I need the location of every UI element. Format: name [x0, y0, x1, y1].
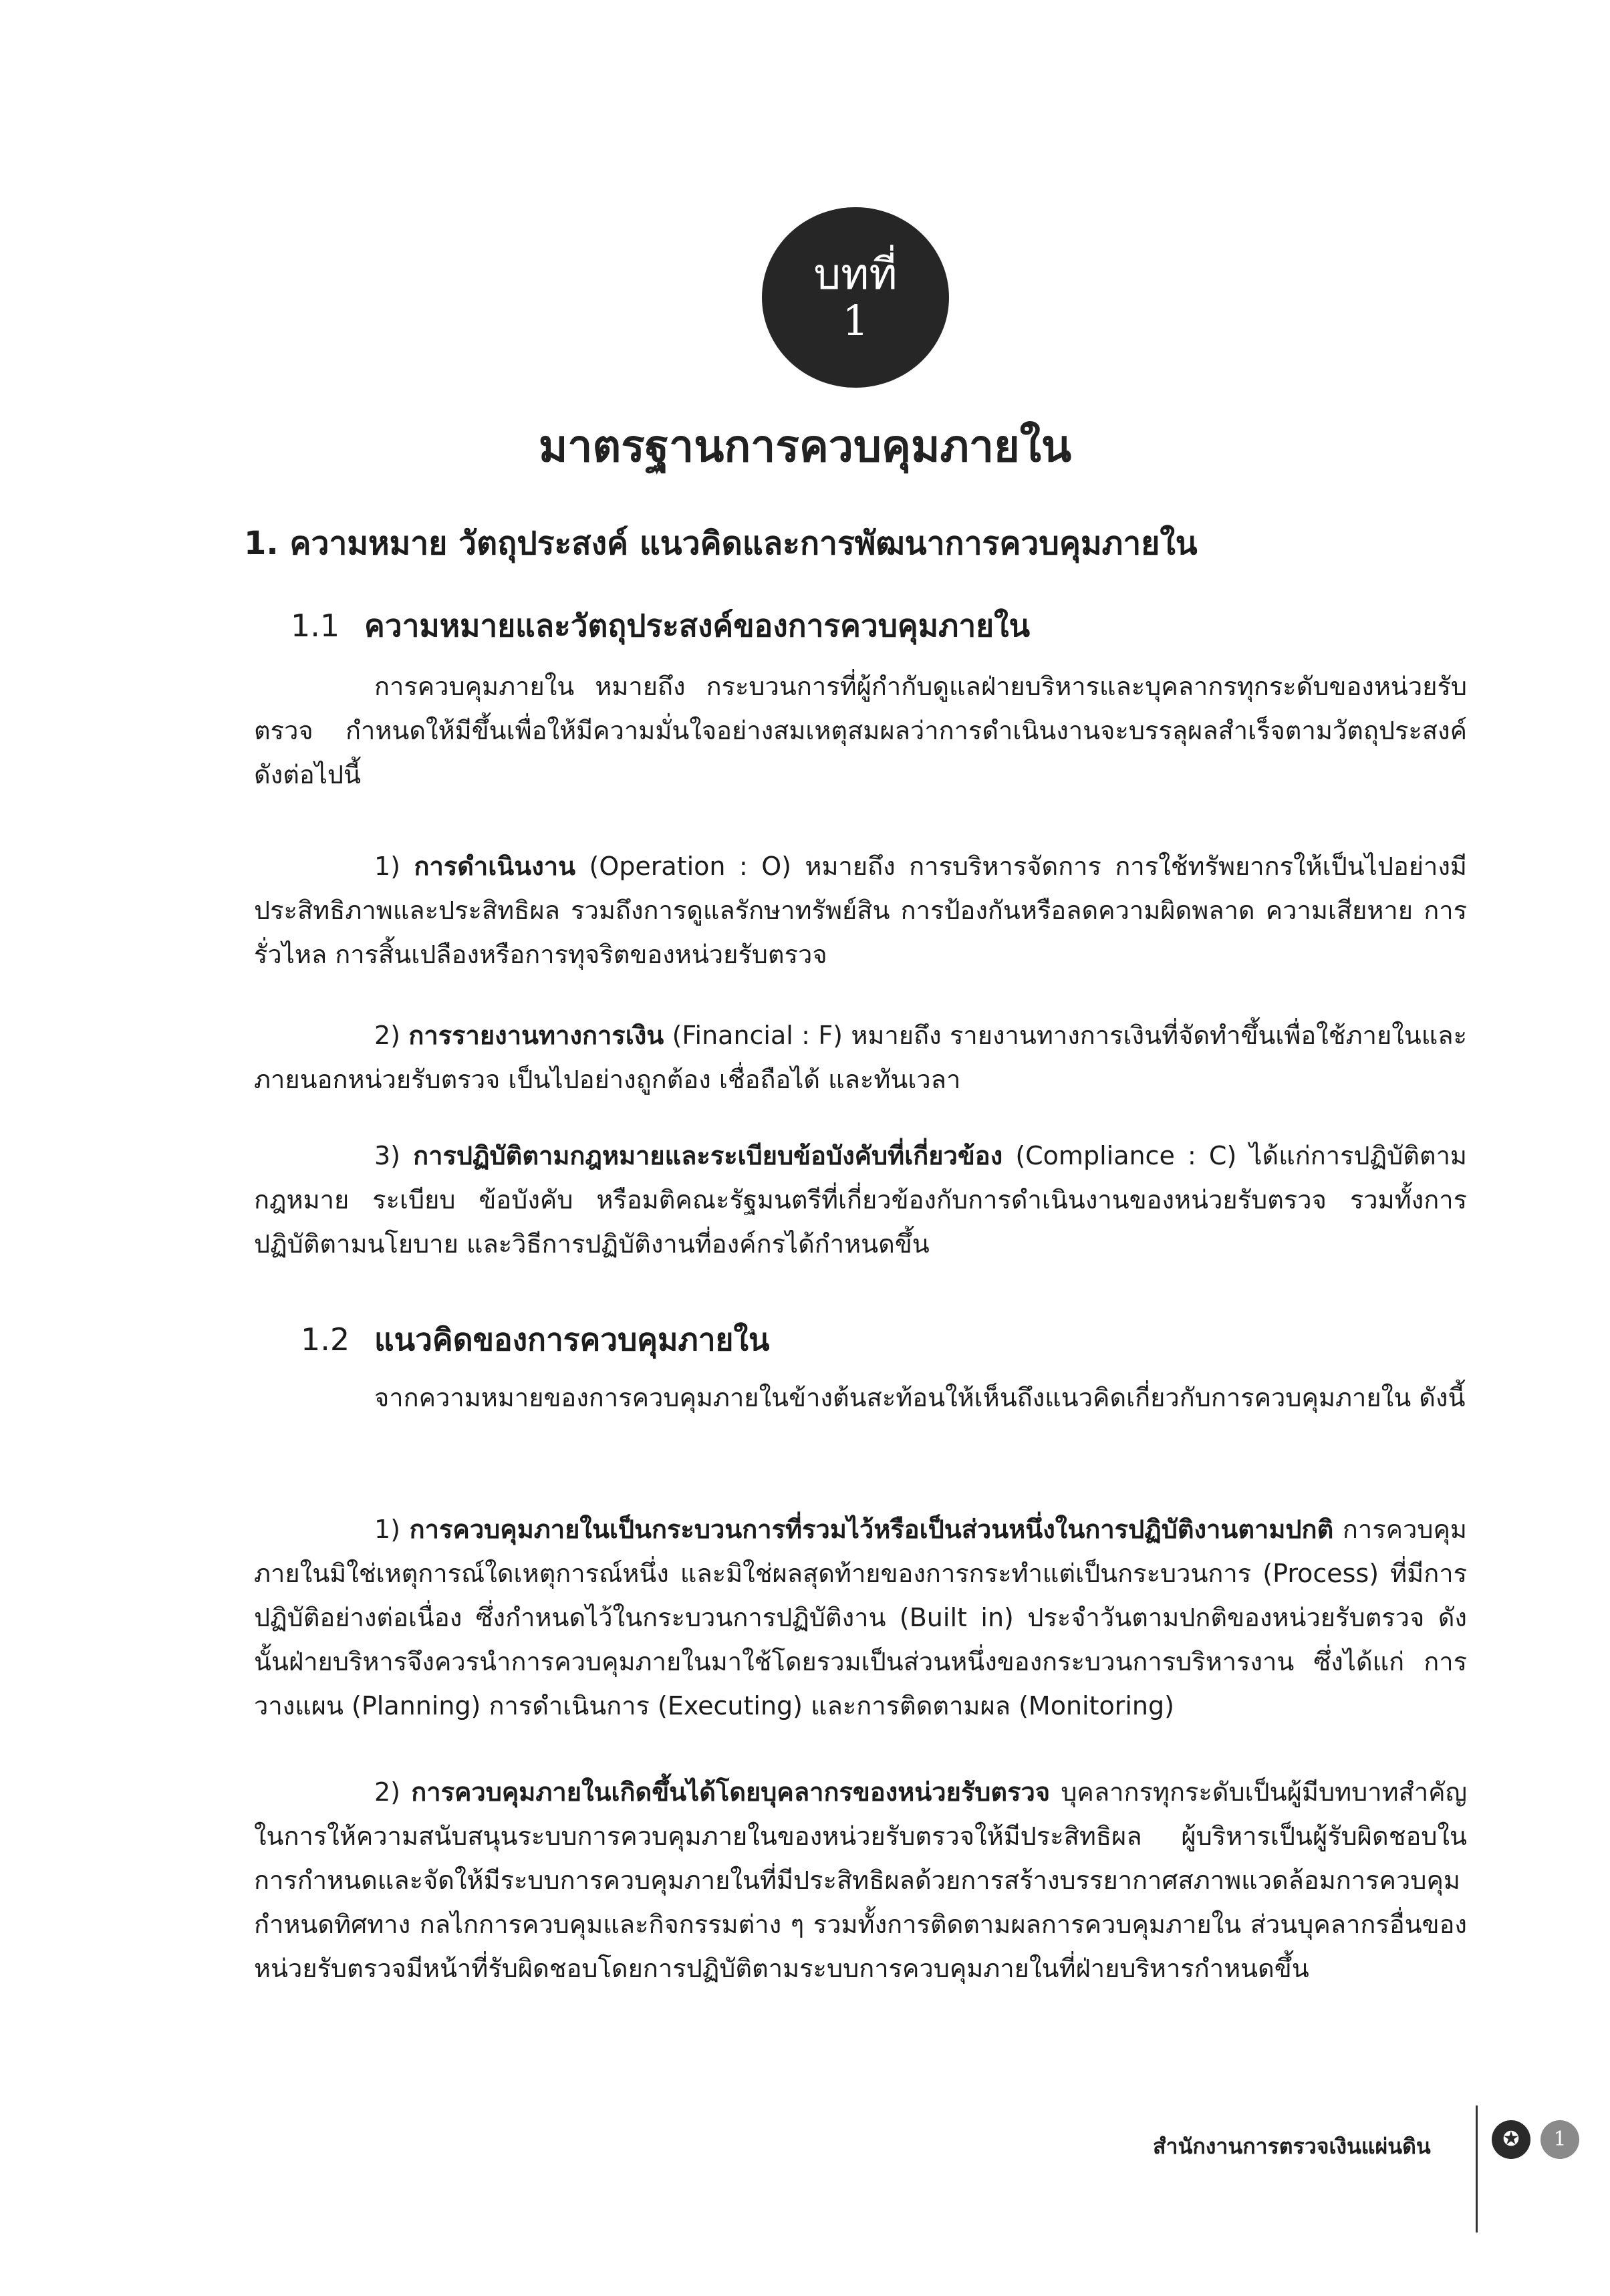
footer-org-name: สำนักงานการตรวจเงินแผ่นดิน [1153, 2134, 1431, 2159]
item-number: 1) [374, 852, 401, 881]
item-text: การควบคุมภายในมิใช่เหตุการณ์ใดเหตุการณ์หนึ่ง และมิใช่ผลสุดท้ายของการกระทำแต่เป็นกระบวนการ (Process) ที่มีการปฏิบัติอย่างต่อเนื่อง ซึ่งกำหนดไว้ในกระบวนการปฏิบัติงาน (Built in) ประจำวันตามปกติของหน่วยรับตรวจ ดังนั้นฝ่ายบริหารจึงควรนำการควบคุมภายในมาใช้โดยรวมเป็นส่วนหนึ่งของกระบวนการบริหารงาน ซึ่งได้แก่ การวางแผน (Planning) การดำเนินการ (Executing) และการติดตามผล (Monitoring) [254, 1515, 1467, 1720]
item-text: (Operation : O) หมายถึง การบริหารจัดการ การใช้ทรัพยากรให้เป็นไปอย่างมีประสิทธิภาพและประสิทธิผล รวมถึงการดูแลรักษาทรัพย์สิน การป้องกันหรือลดความผิดพลาด ความเสียหาย การรั่วไหล การสิ้นเปลืองหรือการทุจริตของหน่วยรับตรวจ [254, 852, 1467, 969]
chapter-number: 1 [842, 296, 869, 346]
list-item-personnel [254, 1770, 1467, 1991]
list-item-operation [254, 844, 1467, 977]
section-1-1-intro [254, 664, 1467, 797]
section-1-2-intro [254, 1376, 1467, 1420]
item-text: บุคลากรทุกระดับเป็นผู้มีบทบาทสำคัญในการให้ความสนับสนุนระบบการควบคุมภายในของหน่วยรับตรวจให้มีประสิทธิผล ผู้บริหารเป็นผู้รับผิดชอบในการกำหนดและจัดให้มีระบบการควบคุมภายในที่มีประสิทธิผลด้วยการสร้างบรรยากาศสภาพแวดล้อมการควบคุม กำหนดทิศทาง กลไกการควบคุมและกิจกรรมต่าง ๆ รวมทั้งการติดตามผลการควบคุมภายใน ส่วนบุคลากรอื่นของหน่วยรับตรวจมีหน้าที่รับผิดชอบโดยการปฏิบัติตามระบบการควบคุมภายในที่ฝ่ายบริหารกำหนดขึ้น [254, 1777, 1467, 1983]
item-text: (Compliance : C) ได้แก่การปฏิบัติตามกฎหมาย ระเบียบ ข้อบังคับ หรือมติคณะรัฐมนตรีที่เกี่ยวข้องกับการดำเนินงานของหน่วยรับตรวจ รวมทั้งการปฏิบัติตามนโยบาย และวิธีการปฏิบัติงานที่องค์กรได้กำหนดขึ้น [254, 1141, 1467, 1259]
item-term: การรายงานทางการเงิน [408, 1021, 664, 1050]
page-number: 1 [1540, 2120, 1579, 2159]
item-number: 3) [374, 1141, 401, 1170]
list-item-financial [254, 1013, 1467, 1102]
item-text: (Financial : F) หมายถึง รายงานทางการเงินที่จัดทำขึ้นเพื่อใช้ภายในและภายนอกหน่วยรับตรวจ เป็นไปอย่างถูกต้อง เชื่อถือได้ และทันเวลา [254, 1021, 1467, 1094]
section-1-1-heading [291, 602, 1030, 650]
section-number: 1.2 [301, 1321, 350, 1358]
footer-divider [1476, 2106, 1478, 2233]
item-number: 2) [374, 1021, 401, 1050]
item-term: การควบคุมภายในเป็นกระบวนการที่รวมไว้หรือเป็นส่วนหนึ่งในการปฏิบัติงานตามปกติ [409, 1515, 1334, 1544]
emblem-icon: ✪ [1492, 2120, 1530, 2159]
page-title: มาตรฐานการควบคุมภายใน [538, 420, 1072, 472]
list-item-process [254, 1507, 1467, 1728]
item-term: การดำเนินงาน [414, 852, 576, 881]
section-title: แนวคิดของการควบคุมภายใน [374, 1321, 770, 1358]
section-1-2-heading [301, 1315, 769, 1364]
item-number: 1) [374, 1515, 401, 1544]
item-term: การควบคุมภายในเกิดขึ้นได้โดยบุคลากรของหน่วยรับตรวจ [411, 1777, 1051, 1807]
chapter-badge [762, 207, 949, 388]
list-item-compliance [254, 1134, 1467, 1266]
paragraph-text: การควบคุมภายใน หมายถึง กระบวนการที่ผู้กำกับดูแลฝ่ายบริหารและบุคลากรทุกระดับของหน่วยรับตรวจ กำหนดให้มีขึ้นเพื่อให้มีความมั่นใจอย่างสมเหตุสมผลว่าการดำเนินงานจะบรรลุผลสำเร็จตามวัตถุประสงค์ ดังต่อไปนี้ [254, 672, 1467, 789]
section-number: 1.1 [291, 608, 340, 644]
chapter-label: บทที่ [813, 249, 898, 299]
section-1-heading: 1. ความหมาย วัตถุประสงค์ แนวคิดและการพัฒนาการควบคุมภายใน [244, 525, 1198, 562]
section-title: ความหมายและวัตถุประสงค์ของการควบคุมภายใน [364, 608, 1031, 644]
item-number: 2) [374, 1777, 401, 1807]
paragraph-text: จากความหมายของการควบคุมภายในข้างต้นสะท้อนให้เห็นถึงแนวคิดเกี่ยวกับการควบคุมภายใน ดังนี้ [374, 1383, 1466, 1412]
item-term: การปฏิบัติตามกฎหมายและระเบียบข้อบังคับที่เกี่ยวข้อง [413, 1141, 1003, 1170]
